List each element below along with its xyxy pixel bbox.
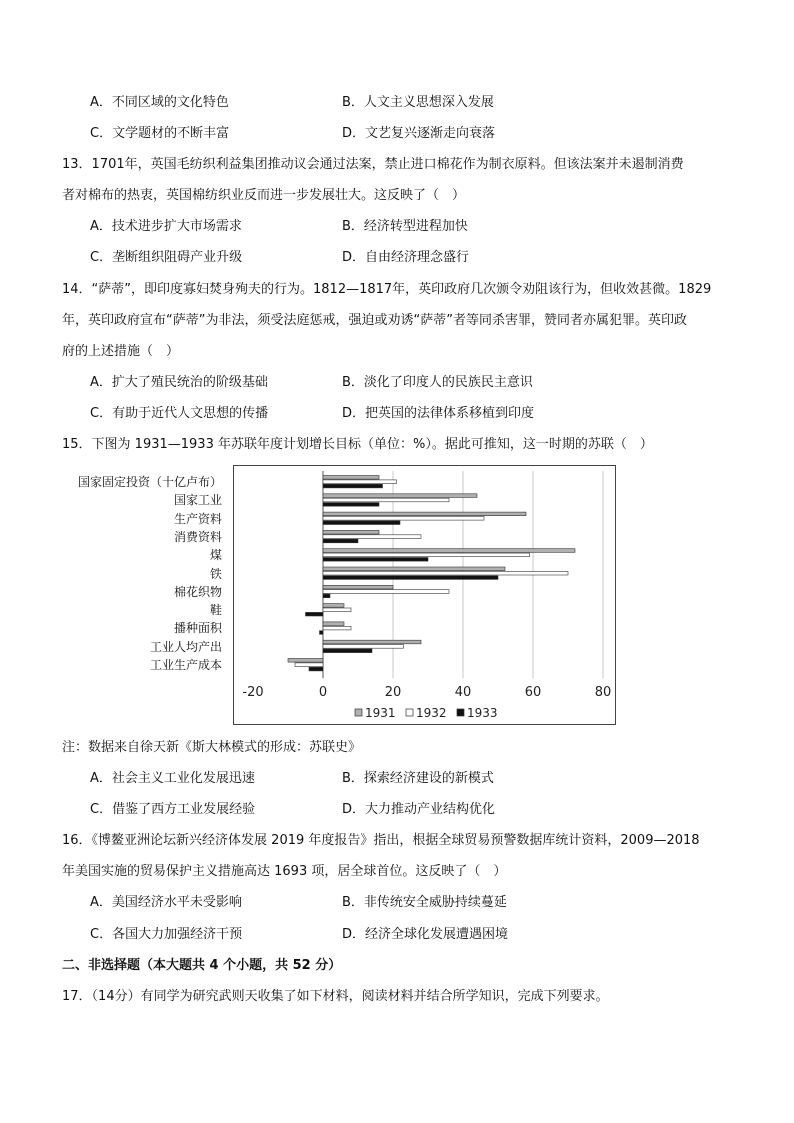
bar-4-1932 xyxy=(323,553,530,557)
chart-category-label: 铁 xyxy=(209,566,222,581)
bar-8-1933 xyxy=(320,631,324,635)
q12-option-b: B．人文主义思想深入发展 xyxy=(342,95,494,110)
bar-7-1931 xyxy=(323,604,344,608)
q15-option-b: B．探索经济建设的新模式 xyxy=(342,771,494,786)
legend-label-1932: 1932 xyxy=(416,706,447,720)
x-tick-label--20: -20 xyxy=(242,685,264,700)
bar-0-1933 xyxy=(323,484,383,488)
q16-option-c: C．各国大力加强经济干预 xyxy=(90,927,243,942)
q14-option-b: B．淡化了印度人的民族民主意识 xyxy=(342,375,533,390)
chart-category-label: 播种面积 xyxy=(173,621,222,636)
legend-swatch-1933 xyxy=(457,709,464,716)
chart-category-label: 棉花织物 xyxy=(173,584,222,599)
q15-option-c: C．借鉴了西方工业发展经验 xyxy=(90,802,256,817)
q15-option-d: D．大力推动产业结构优化 xyxy=(342,802,496,817)
chart-category-label: 鞋 xyxy=(209,603,222,618)
chart-category-label: 生产资料 xyxy=(173,511,222,526)
x-tick-label-0: 0 xyxy=(318,685,328,700)
bar-5-1931 xyxy=(323,567,505,571)
chart-category-label: 工业生产成本 xyxy=(149,658,222,672)
q12-option-c: C．文学题材的不断丰富 xyxy=(90,126,230,141)
bar-5-1933 xyxy=(323,576,498,580)
q13-option-b: B．经济转型进程加快 xyxy=(342,219,468,234)
q14-option-d: D．把英国的法律体系移植到印度 xyxy=(342,406,535,421)
bar-8-1931 xyxy=(323,622,344,626)
q15-chart-note: 注：数据来自徐天新《斯大林模式的形成：苏联史》 xyxy=(62,740,362,755)
bar-7-1933 xyxy=(306,612,324,616)
q17-stem: 17．（14分）有同学为研究武则天收集了如下材料，阅读材料并结合所学知识，完成下列要求。 xyxy=(62,989,609,1004)
chart-category-label: 工业人均产出 xyxy=(149,639,222,654)
bar-4-1931 xyxy=(323,549,575,553)
q16-stem-line2: 年美国实施的贸易保护主义措施高达 1693 项，居全球首位。这反映了（ ） xyxy=(62,864,507,879)
bar-chart-svg xyxy=(234,466,615,724)
q14-option-c: C．有助于近代人文思想的传播 xyxy=(90,406,269,421)
legend-label-1933: 1933 xyxy=(467,706,498,720)
bar-3-1931 xyxy=(323,530,379,534)
bar-6-1932 xyxy=(323,590,449,594)
q14-stem-line2: 年，英印政府宣布“萨蒂”为非法，须受法庭惩戒，强迫或劝诱“萨蒂”者等同杀害罪，赞同者亦属犯罪。英印政 xyxy=(62,313,687,328)
chart-category-label: 煤 xyxy=(209,548,222,563)
bar-10-1933 xyxy=(309,667,323,671)
q13-stem-line1: 13．1701年，英国毛纺织利益集团推动议会通过法案，禁止进口棉花作为制衣原料。但该法案并未遏制消费 xyxy=(62,157,684,172)
x-tick-label-40: 40 xyxy=(454,685,472,700)
bar-6-1931 xyxy=(323,585,393,589)
bar-0-1931 xyxy=(323,476,379,480)
q13-option-a: A．技术进步扩大市场需求 xyxy=(90,219,242,234)
bar-2-1931 xyxy=(323,512,526,516)
q14-stem-line1: 14．“萨蒂”，即印度寡妇焚身殉夫的行为。1812—1817年，英印政府几次颁令劝阻该行为，但收效甚微。1829 xyxy=(62,282,712,297)
bar-8-1932 xyxy=(323,626,351,630)
bar-9-1932 xyxy=(323,645,404,649)
bar-3-1933 xyxy=(323,539,358,543)
bar-7-1932 xyxy=(323,608,351,612)
bar-4-1933 xyxy=(323,558,428,562)
legend-swatch-1932 xyxy=(406,709,413,716)
bar-5-1932 xyxy=(323,571,568,575)
q12-option-d: D．文艺复兴逐渐走向衰落 xyxy=(342,126,496,141)
q15-option-a: A．社会主义工业化发展迅速 xyxy=(90,771,255,786)
bar-10-1932 xyxy=(295,663,323,667)
q12-option-a: A．不同区域的文化特色 xyxy=(90,95,229,110)
x-tick-label-20: 20 xyxy=(384,685,402,700)
q13-stem-line2: 者对棉布的热衷，英国棉纺织业反而进一步发展壮大。这反映了（ ） xyxy=(62,188,466,203)
chart-category-label: 国家固定投资（十亿卢布） xyxy=(77,475,222,489)
q16-stem-line1: 16．《博鳌亚洲论坛新兴经济体发展 2019 年度报告》指出，根据全球贸易预警数据库统计资料，2009—2018 xyxy=(62,833,700,848)
q13-option-d: D．自由经济理念盛行 xyxy=(342,250,470,265)
bar-9-1931 xyxy=(323,640,421,644)
q14-stem-line3: 府的上述措施（ ） xyxy=(62,344,180,359)
bar-9-1933 xyxy=(323,649,372,653)
x-tick-label-60: 60 xyxy=(524,685,542,700)
bar-0-1932 xyxy=(323,480,397,484)
bar-2-1933 xyxy=(323,521,400,525)
bar-chart xyxy=(233,465,616,725)
q14-option-a: A．扩大了殖民统治的阶级基础 xyxy=(90,375,268,390)
q16-option-d: D．经济全球化发展遭遇困境 xyxy=(342,927,509,942)
bar-3-1932 xyxy=(323,535,421,539)
bar-2-1932 xyxy=(323,517,484,521)
bar-6-1933 xyxy=(323,594,330,598)
section-heading: 二、非选择题（本大题共 4 个小题，共 52 分） xyxy=(62,958,342,973)
chart-category-label: 消费资料 xyxy=(173,529,222,544)
bar-1-1932 xyxy=(323,498,449,502)
q16-option-b: B．非传统安全威胁持续蔓延 xyxy=(342,895,507,910)
x-tick-label-80: 80 xyxy=(594,685,612,700)
legend-swatch-1931 xyxy=(355,709,362,716)
q16-option-a: A．美国经济水平未受影响 xyxy=(90,895,242,910)
q15-stem: 15．下图为 1931—1933 年苏联年度计划增长目标（单位：%）。据此可推知，这一时期的苏联（ ） xyxy=(62,437,653,452)
bar-10-1931 xyxy=(288,659,323,663)
bar-1-1931 xyxy=(323,494,477,498)
bar-1-1933 xyxy=(323,503,379,507)
q13-option-c: C．垄断组织阻碍产业升级 xyxy=(90,250,243,265)
chart-category-label: 国家工业 xyxy=(173,493,222,508)
legend-label-1931: 1931 xyxy=(365,706,396,720)
